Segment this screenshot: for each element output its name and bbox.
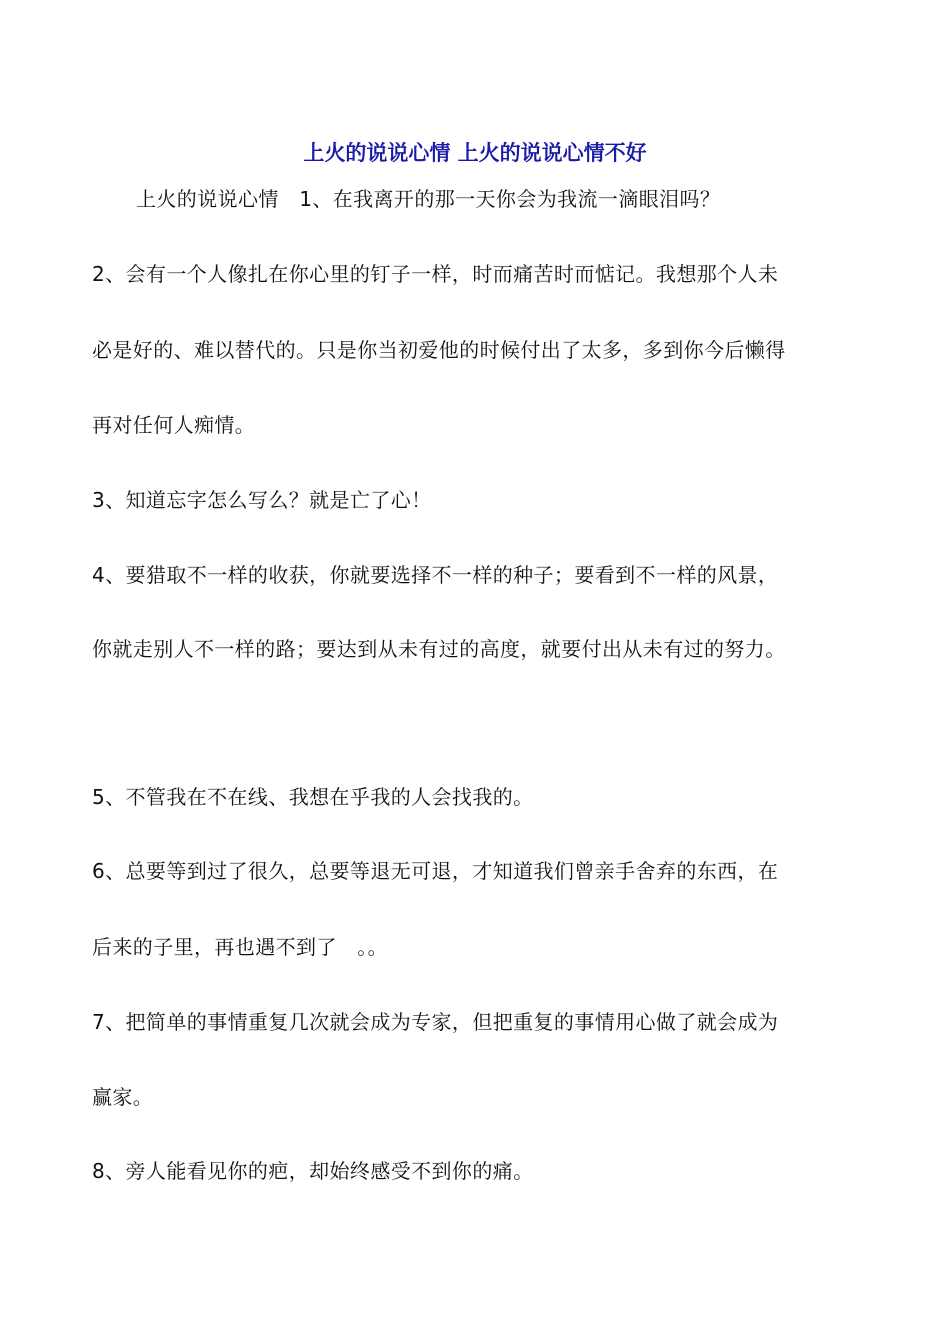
document-title: 上火的说说心情 上火的说说心情不好 (303, 141, 647, 165)
paragraph-line: 赢家。 (92, 1085, 154, 1109)
paragraph-line: 后来的子里，再也遇不到了 。。 (92, 935, 388, 959)
paragraph-line: 8、旁人能看见你的疤，却始终感受不到你的痛。 (92, 1159, 534, 1183)
paragraph-line: 7、把简单的事情重复几次就会成为专家，但把重复的事情用心做了就会成为 (92, 1010, 779, 1034)
paragraph-line: 3、知道忘字怎么写么？就是亡了心！ (92, 488, 432, 512)
paragraph-line: 5、不管我在不在线、我想在乎我的人会找我的。 (92, 785, 534, 809)
paragraph-line: 6、总要等到过了很久，总要等退无可退，才知道我们曾亲手舍弃的东西，在 (92, 859, 779, 883)
paragraph-line: 再对任何人痴情。 (92, 413, 256, 437)
paragraph-line: 4、要猎取不一样的收获，你就要选择不一样的种子；要看到不一样的风景， (92, 563, 779, 587)
paragraph-line: 你就走别人不一样的路；要达到从未有过的高度，就要付出从未有过的努力。 (92, 637, 786, 661)
paragraph-line: 2、会有一个人像扎在你心里的钉子一样，时而痛苦时而惦记。我想那个人未 (92, 262, 779, 286)
paragraph-line: 必是好的、难以替代的。只是你当初爱他的时候付出了太多，多到你今后懒得 (92, 338, 786, 362)
paragraph-line: 上火的说说心情 1、在我离开的那一天你会为我流一滴眼泪吗？ (136, 187, 721, 211)
